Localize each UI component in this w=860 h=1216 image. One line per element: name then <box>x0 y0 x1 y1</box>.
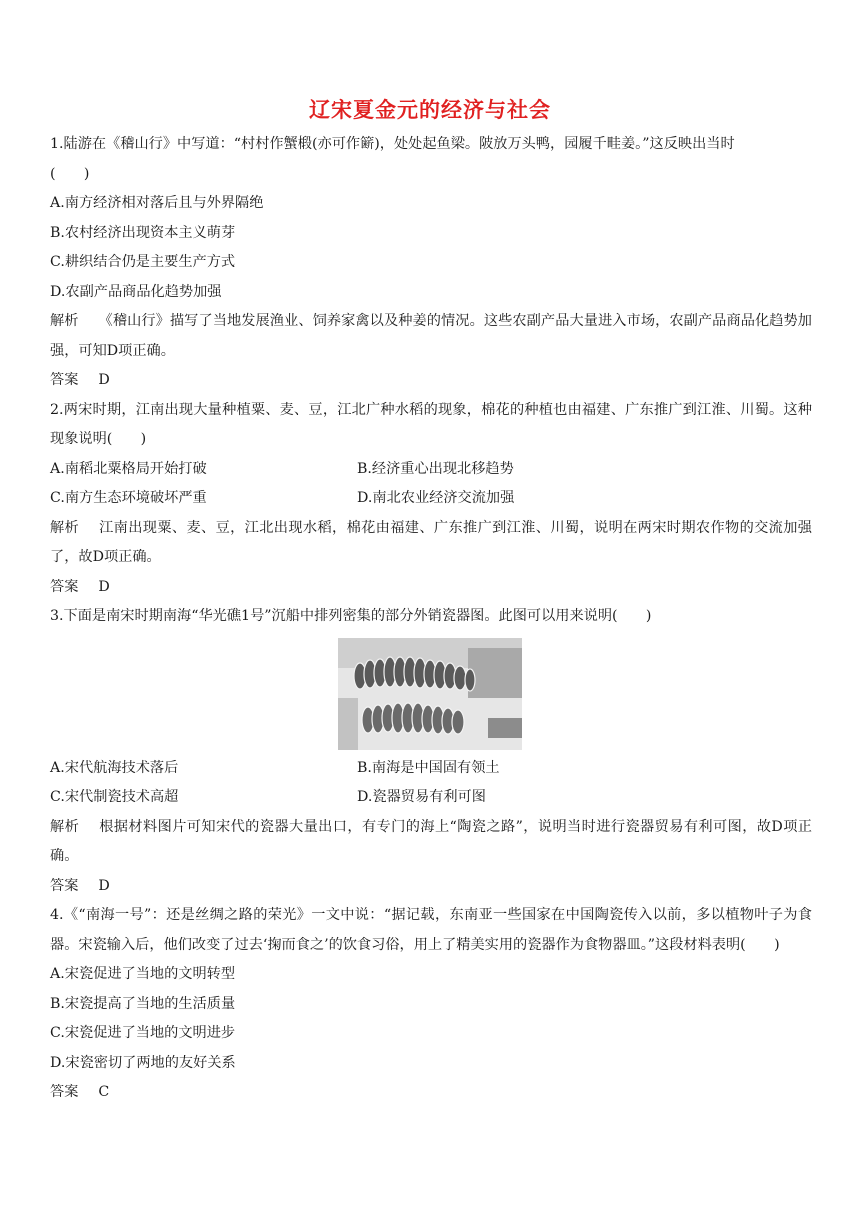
question-1-option-a: A.南方经济相对落后且与外界隔绝 <box>50 195 264 211</box>
question-2-options-row2 <box>50 484 812 514</box>
question-1-option-b: B.农村经济出现资本主义萌芽 <box>50 224 236 241</box>
question-3-analysis <box>50 813 812 872</box>
analysis-text: 江南出现粟、麦、豆，江北出现水稻，棉花由福建、广东推广到江淮、川蜀，说明在两宋时期农作物的交流加强了，故D项正确。 <box>50 519 812 565</box>
question-1-stem-line1: 1.陆游在《稽山行》中写道：“村村作蟹椴(亦可作簖)，处处起鱼梁。陂放万头鸭，园履千畦姜。”这反映出当时 <box>50 136 735 152</box>
question-4-stem: 4.《“南海一号”：还是丝绸之路的荣光》一文中说：“据记载，东南亚一些国家在中国陶瓷传入以前，多以植物叶子为食器。宋瓷输入后，他们改变了过去‘掬而食之’的饮食习俗，用上了精美实用的瓷器作为食物器皿。”这段材料表明( ) <box>50 907 812 953</box>
answer-value: D <box>98 372 110 388</box>
question-4-answer <box>50 1078 812 1108</box>
answer-value: D <box>98 578 110 595</box>
question-1-answer <box>50 366 812 396</box>
question-4-option-c: C.宋瓷促进了当地的文明进步 <box>50 1025 236 1041</box>
question-4-option-d: D.宋瓷密切了两地的友好关系 <box>50 1054 236 1071</box>
question-2-options-row1 <box>50 455 812 485</box>
question-2-option-c: C.南方生态环境破坏严重 <box>50 490 207 506</box>
question-3-option-a: A.宋代航海技术落后 <box>50 759 179 776</box>
question-3-option-b: B.南海是中国固有领土 <box>357 759 500 776</box>
document-title: 辽宋夏金元的经济与社会 <box>309 98 551 122</box>
answer-label: 答案 <box>50 1084 79 1100</box>
question-2-analysis <box>50 514 812 573</box>
question-2-answer <box>50 573 812 603</box>
answer-value: D <box>98 877 110 894</box>
document-body <box>50 130 812 1108</box>
shipwreck-porcelain-photo <box>338 638 522 750</box>
question-1-analysis <box>50 307 812 366</box>
question-2-option-a: A.南稻北粟格局开始打破 <box>50 460 207 477</box>
question-1-stem-line2: ( ) <box>50 165 90 182</box>
porcelain-stacks-image <box>338 638 522 750</box>
answer-label: 答案 <box>50 372 79 388</box>
question-4-option-a: A.宋瓷促进了当地的文明转型 <box>50 966 236 982</box>
question-2-option-b: B.经济重心出现北移趋势 <box>357 460 514 477</box>
analysis-label: 解析 <box>50 818 80 835</box>
answer-label: 答案 <box>50 578 79 595</box>
question-4 <box>50 901 812 1108</box>
answer-label: 答案 <box>50 877 79 894</box>
question-3-stem: 3.下面是南宋时期南海“华光礁1号”沉船中排列密集的部分外销瓷器图。此图可以用来说明( ) <box>50 608 652 624</box>
analysis-text: 《稽山行》描写了当地发展渔业、饲养家禽以及种姜的情况。这些农副产品大量进入市场，农副产品商品化趋势加强，可知D项正确。 <box>50 313 812 359</box>
question-2-option-d: D.南北农业经济交流加强 <box>357 490 515 506</box>
figure-container <box>50 632 812 754</box>
analysis-text: 根据材料图片可知宋代的瓷器大量出口，有专门的海上“陶瓷之路”，说明当时进行瓷器贸易有利可图，故D项正确。 <box>50 818 812 864</box>
question-3-options-row2 <box>50 783 812 813</box>
question-3-answer <box>50 872 812 902</box>
analysis-label: 解析 <box>50 519 80 536</box>
question-2 <box>50 396 812 603</box>
question-1 <box>50 130 812 396</box>
question-3 <box>50 602 812 901</box>
answer-value: C <box>98 1084 110 1100</box>
analysis-label: 解析 <box>50 313 79 329</box>
question-3-option-d: D.瓷器贸易有利可图 <box>357 789 486 805</box>
question-1-option-d: D.农副产品商品化趋势加强 <box>50 283 222 300</box>
question-3-options-row1 <box>50 754 812 784</box>
question-2-stem: 2.两宋时期，江南出现大量种植粟、麦、豆，江北广种水稻的现象，棉花的种植也由福建、广东推广到江淮、川蜀。这种现象说明( ) <box>50 401 812 447</box>
question-1-option-c: C.耕织结合仍是主要生产方式 <box>50 254 236 270</box>
question-4-option-b: B.宋瓷提高了当地的生活质量 <box>50 995 236 1012</box>
question-3-option-c: C.宋代制瓷技术高超 <box>50 789 179 805</box>
